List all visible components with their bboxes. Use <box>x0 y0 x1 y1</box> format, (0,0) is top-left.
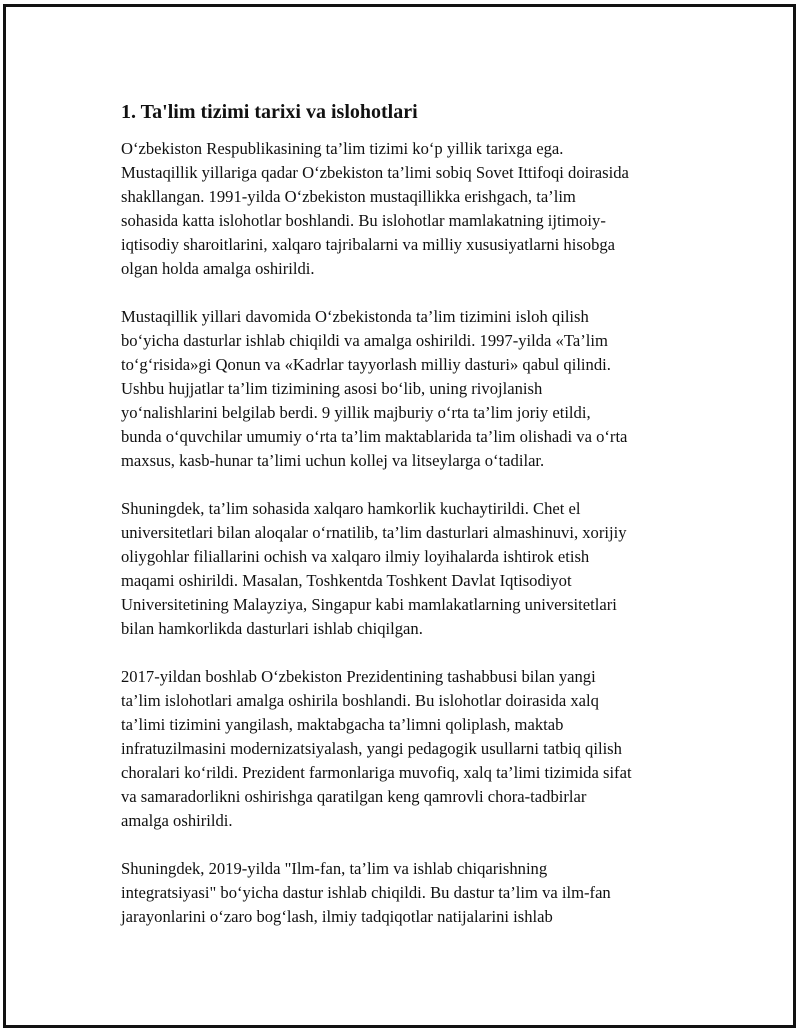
paragraph-line: shakllangan. 1991-yilda O‘zbekiston mustaqillikka erishgach, ta’lim <box>121 187 576 206</box>
paragraph-line: to‘g‘risida»gi Qonun va «Kadrlar tayyorlash milliy dasturi» qabul qilindi. <box>121 355 611 374</box>
paragraph-line: Shuningdek, 2019-yilda "Ilm-fan, ta’lim va ishlab chiqarishning <box>121 859 548 878</box>
paragraph-line: bilan hamkorlikda dasturlari ishlab chiqilgan. <box>121 619 423 638</box>
paragraph-line: choralari ko‘rildi. Prezident farmonlariga muvofiq, xalq ta’limi tizimida sifat <box>121 763 632 782</box>
paragraph <box>121 665 691 833</box>
paragraph-line: ta’limi tizimini yangilash, maktabgacha ta’limni qoliplash, maktab <box>121 715 564 734</box>
paragraph-line: Universitetining Malayziya, Singapur kabi mamlakatlarning universitetlari <box>121 595 617 614</box>
paragraph-line: va samaradorlikni oshirishga qaratilgan keng qamrovli chora-tadbirlar <box>121 787 587 806</box>
paragraph <box>121 137 691 281</box>
paragraph-line: integratsiyasi" bo‘yicha dastur ishlab chiqildi. Bu dastur ta’lim va ilm-fan <box>121 883 611 902</box>
paragraph-line: universitetlari bilan aloqalar o‘rnatilib, ta’lim dasturlari almashinuvi, xorijiy <box>121 523 627 542</box>
paragraph-line: olgan holda amalga oshirildi. <box>121 259 315 278</box>
paragraph-line: iqtisodiy sharoitlarini, xalqaro tajribalarni va milliy xususiyatlarni hisobga <box>121 235 616 254</box>
paragraph <box>121 305 691 473</box>
paragraph-line: bunda o‘quvchilar umumiy o‘rta ta’lim maktablarida ta’lim olishadi va o‘rta <box>121 427 628 446</box>
paragraph-line: 2017-yildan boshlab O‘zbekiston Prezidentining tashabbusi bilan yangi <box>121 667 596 686</box>
paragraph-line: sohasida katta islohotlar boshlandi. Bu islohotlar mamlakatning ijtimoiy- <box>121 211 606 230</box>
paragraph-line: Ushbu hujjatlar ta’lim tizimining asosi bo‘lib, uning rivojlanish <box>121 379 543 398</box>
paragraph-list <box>121 137 691 929</box>
paragraph-line: Shuningdek, ta’lim sohasida xalqaro hamkorlik kuchaytirildi. Chet el <box>121 499 581 518</box>
document-body <box>121 99 691 953</box>
paragraph-line: Mustaqillik yillari davomida O‘zbekistonda ta’lim tizimini isloh qilish <box>121 307 589 326</box>
paragraph-line: maxsus, kasb-hunar ta’limi uchun kollej va litseylarga o‘tadilar. <box>121 451 545 470</box>
paragraph <box>121 497 691 641</box>
paragraph-line: maqami oshirildi. Masalan, Toshkentda Toshkent Davlat Iqtisodiyot <box>121 571 572 590</box>
paragraph-line: amalga oshirildi. <box>121 811 233 830</box>
page-frame <box>3 4 796 1028</box>
paragraph-line: yo‘nalishlarini belgilab berdi. 9 yillik majburiy o‘rta ta’lim joriy etildi, <box>121 403 591 422</box>
paragraph-line: O‘zbekiston Respublikasining ta’lim tizimi ko‘p yillik tarixga ega. <box>121 139 564 158</box>
paragraph-line: Mustaqillik yillariga qadar O‘zbekiston ta’limi sobiq Sovet Ittifoqi doirasida <box>121 163 629 182</box>
section-heading: 1. Ta'lim tizimi tarixi va islohotlari <box>121 101 418 123</box>
paragraph-line: oliygohlar filiallarini ochish va xalqaro ilmiy loyihalarda ishtirok etish <box>121 547 590 566</box>
paragraph-line: bo‘yicha dasturlar ishlab chiqildi va amalga oshirildi. 1997-yilda «Ta’lim <box>121 331 608 350</box>
paragraph-line: jarayonlarini o‘zaro bog‘lash, ilmiy tadqiqotlar natijalarini ishlab <box>121 907 553 926</box>
paragraph <box>121 857 691 929</box>
paragraph-line: ta’lim islohotlari amalga oshirila boshlandi. Bu islohotlar doirasida xalq <box>121 691 599 710</box>
paragraph-line: infratuzilmasini modernizatsiyalash, yangi pedagogik usullarni tatbiq qilish <box>121 739 622 758</box>
